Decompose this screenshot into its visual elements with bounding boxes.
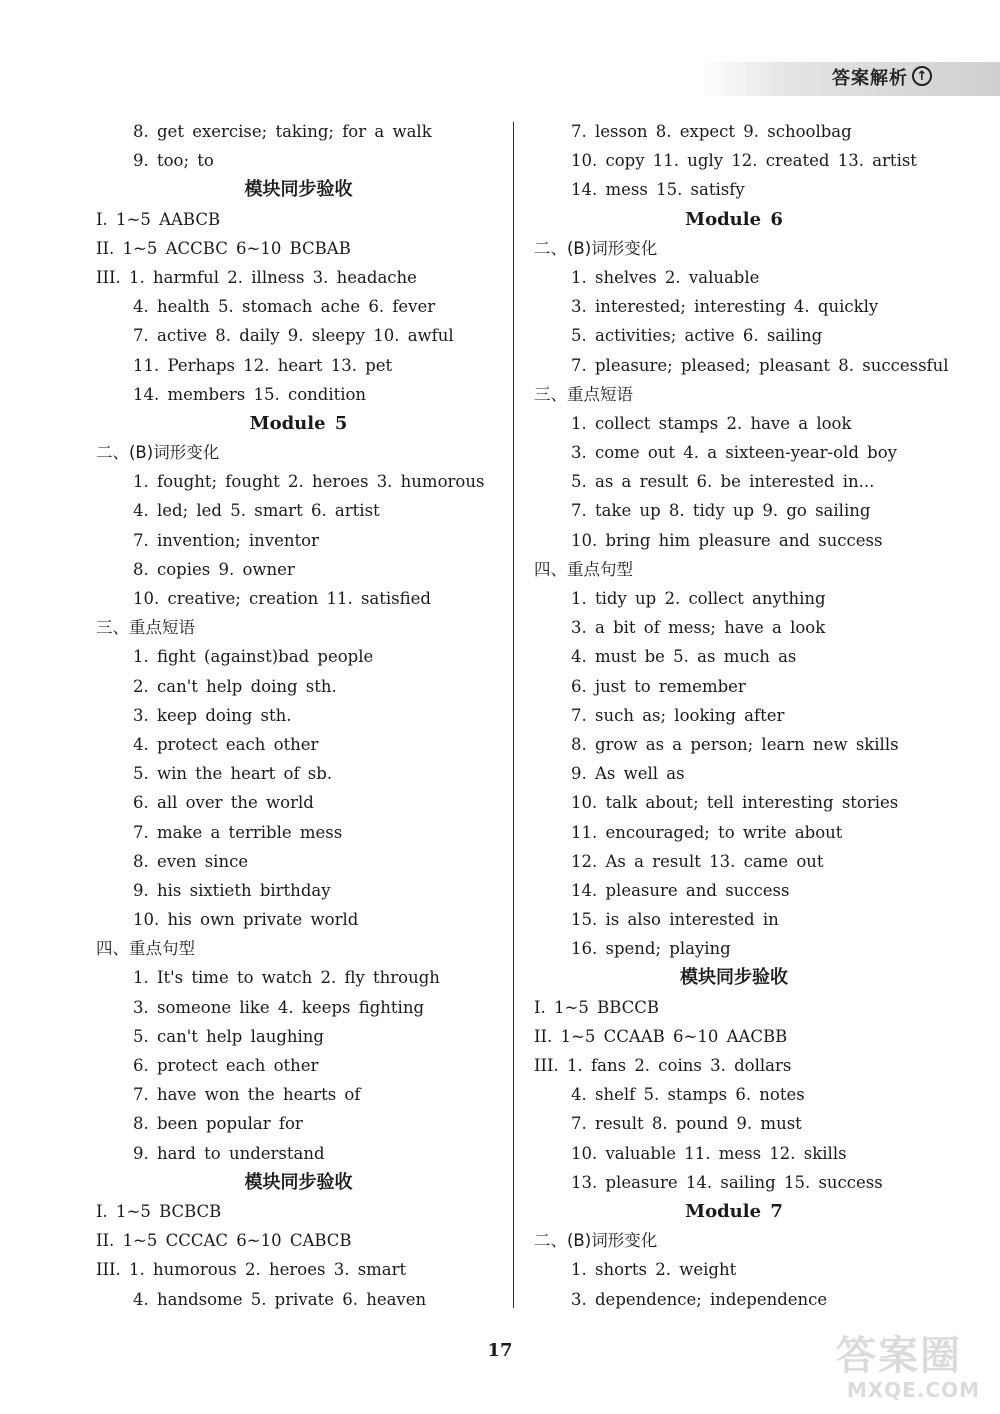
subsection-title: 二、(B)词形变化 <box>96 443 220 463</box>
answer-line: 16. spend; playing <box>571 939 731 959</box>
answer-line: 4. shelf 5. stamps 6. notes <box>571 1085 805 1105</box>
answer-line: 4. protect each other <box>133 734 319 754</box>
answer-line: 15. is also interested in <box>571 910 779 930</box>
answer-line: 4. handsome 5. private 6. heaven <box>133 1289 427 1309</box>
answer-line: 4. health 5. stomach ache 6. fever <box>133 297 436 317</box>
watermark-logo: 答案圈 <box>836 1333 962 1379</box>
answer-line: I. 1~5 BBCCB <box>534 997 660 1017</box>
watermark-url: MXQE.COM <box>846 1378 980 1402</box>
answer-line: 11. Perhaps 12. heart 13. pet <box>133 355 393 375</box>
answer-line: 7. active 8. daily 9. sleepy 10. awful <box>133 326 454 346</box>
answer-line: 6. all over the world <box>133 793 314 813</box>
answer-line: 14. mess 15. satisfy <box>571 180 745 200</box>
answer-line: 8. grow as a person; learn new skills <box>571 734 899 754</box>
answer-line: 9. As well as <box>571 764 685 784</box>
answer-line: 14. members 15. condition <box>133 384 367 404</box>
answer-line: 1. fight (against)bad people <box>133 647 374 667</box>
answer-line: 13. pleasure 14. sailing 15. success <box>571 1172 883 1192</box>
subsection-title: 三、重点短语 <box>534 384 633 404</box>
answer-line: 3. come out 4. a sixteen-year-old boy <box>571 443 897 463</box>
answer-line: 8. been popular for <box>133 1114 303 1134</box>
answer-line: 3. a bit of mess; have a look <box>571 618 826 638</box>
up-arrow-circle-icon: ↑ <box>912 66 932 86</box>
answer-line: 7. take up 8. tidy up 9. go sailing <box>571 501 871 521</box>
answer-line: 9. hard to understand <box>133 1143 325 1163</box>
answer-line: 5. win the heart of sb. <box>133 764 333 784</box>
answer-line: 10. his own private world <box>133 910 359 930</box>
answer-line: 8. even since <box>133 851 249 871</box>
answer-line: 5. as a result 6. be interested in... <box>571 472 875 492</box>
subsection-title: 四、重点句型 <box>534 559 633 579</box>
answer-line: I. 1~5 BCBCB <box>96 1201 222 1221</box>
answer-line: 10. copy 11. ugly 12. created 13. artist <box>571 151 917 171</box>
subsection-title: 三、重点短语 <box>96 618 195 638</box>
page-number: 17 <box>487 1340 513 1361</box>
answer-line: 2. can't help doing sth. <box>133 676 337 696</box>
answer-line: 9. his sixtieth birthday <box>133 880 331 900</box>
answer-line: 7. lesson 8. expect 9. schoolbag <box>571 122 852 141</box>
answer-line: 7. make a terrible mess <box>133 822 343 842</box>
right-column <box>534 117 949 1314</box>
answer-line: 3. someone like 4. keeps fighting <box>133 997 425 1017</box>
answer-line: 10. valuable 11. mess 12. skills <box>571 1143 847 1163</box>
answer-line: 11. encouraged; to write about <box>571 822 843 842</box>
section-heading: 模块同步验收 <box>244 179 353 201</box>
answer-line: 1. collect stamps 2. have a look <box>571 413 852 433</box>
subsection-title: 二、(B)词形变化 <box>534 238 658 258</box>
section-heading: 模块同步验收 <box>244 1171 353 1193</box>
answer-line: 3. interested; interesting 4. quickly <box>571 297 879 317</box>
answer-line: 1. tidy up 2. collect anything <box>571 589 826 608</box>
answer-line: 1. shorts 2. weight <box>571 1260 737 1280</box>
answer-line: II. 1~5 ACCBC 6~10 BCBAB <box>96 238 351 258</box>
left-column <box>96 117 501 1314</box>
watermark <box>836 1333 986 1404</box>
answer-line: 8. get exercise; taking; for a walk <box>133 122 432 141</box>
answer-line: 6. just to remember <box>571 676 746 696</box>
answer-line: 7. pleasure; pleased; pleasant 8. successful <box>571 355 949 375</box>
answer-line: 1. fought; fought 2. heroes 3. humorous <box>133 472 485 492</box>
answer-line: 3. keep doing sth. <box>133 705 292 725</box>
column-divider <box>513 122 514 1308</box>
answer-line: 1. It's time to watch 2. fly through <box>133 968 440 988</box>
section-heading: Module 5 <box>249 412 348 434</box>
answer-line: III. 1. humorous 2. heroes 3. smart <box>96 1260 407 1280</box>
answer-line: 6. protect each other <box>133 1056 319 1075</box>
answer-line: 9. too; to <box>133 151 214 171</box>
answer-line: 8. copies 9. owner <box>133 559 295 579</box>
answer-line: II. 1~5 CCCAC 6~10 CABCB <box>96 1231 352 1251</box>
answer-line: III. 1. fans 2. coins 3. dollars <box>534 1056 792 1075</box>
section-heading: 模块同步验收 <box>680 967 788 989</box>
answer-line: 3. dependence; independence <box>571 1289 828 1309</box>
answer-line: 14. pleasure and success <box>571 880 790 900</box>
answer-line: I. 1~5 AABCB <box>96 209 221 229</box>
answer-line: 7. invention; inventor <box>133 530 319 550</box>
answer-line: 1. shelves 2. valuable <box>571 267 760 287</box>
answer-line: 5. can't help laughing <box>133 1026 324 1046</box>
subsection-title: 四、重点句型 <box>96 939 195 959</box>
header-title: 答案解析 <box>832 68 908 89</box>
answer-line: 10. creative; creation 11. satisfied <box>133 589 431 608</box>
answer-line: 5. activities; active 6. sailing <box>571 326 823 346</box>
answer-line: 7. have won the hearts of <box>133 1085 361 1105</box>
answer-line: 4. led; led 5. smart 6. artist <box>133 501 380 521</box>
answer-line: II. 1~5 CCAAB 6~10 AACBB <box>534 1026 788 1046</box>
answer-line: III. 1. harmful 2. illness 3. headache <box>96 267 417 287</box>
section-heading: Module 7 <box>685 1200 783 1222</box>
answer-line: 12. As a result 13. came out <box>571 851 824 871</box>
subsection-title: 二、(B)词形变化 <box>534 1231 658 1251</box>
section-heading: Module 6 <box>685 208 783 230</box>
answer-line: 4. must be 5. as much as <box>571 647 797 667</box>
answer-line: 10. talk about; tell interesting stories <box>571 793 899 813</box>
answer-line: 7. such as; looking after <box>571 705 785 725</box>
answer-line: 7. result 8. pound 9. must <box>571 1114 802 1134</box>
answer-line: 10. bring him pleasure and success <box>571 530 883 550</box>
